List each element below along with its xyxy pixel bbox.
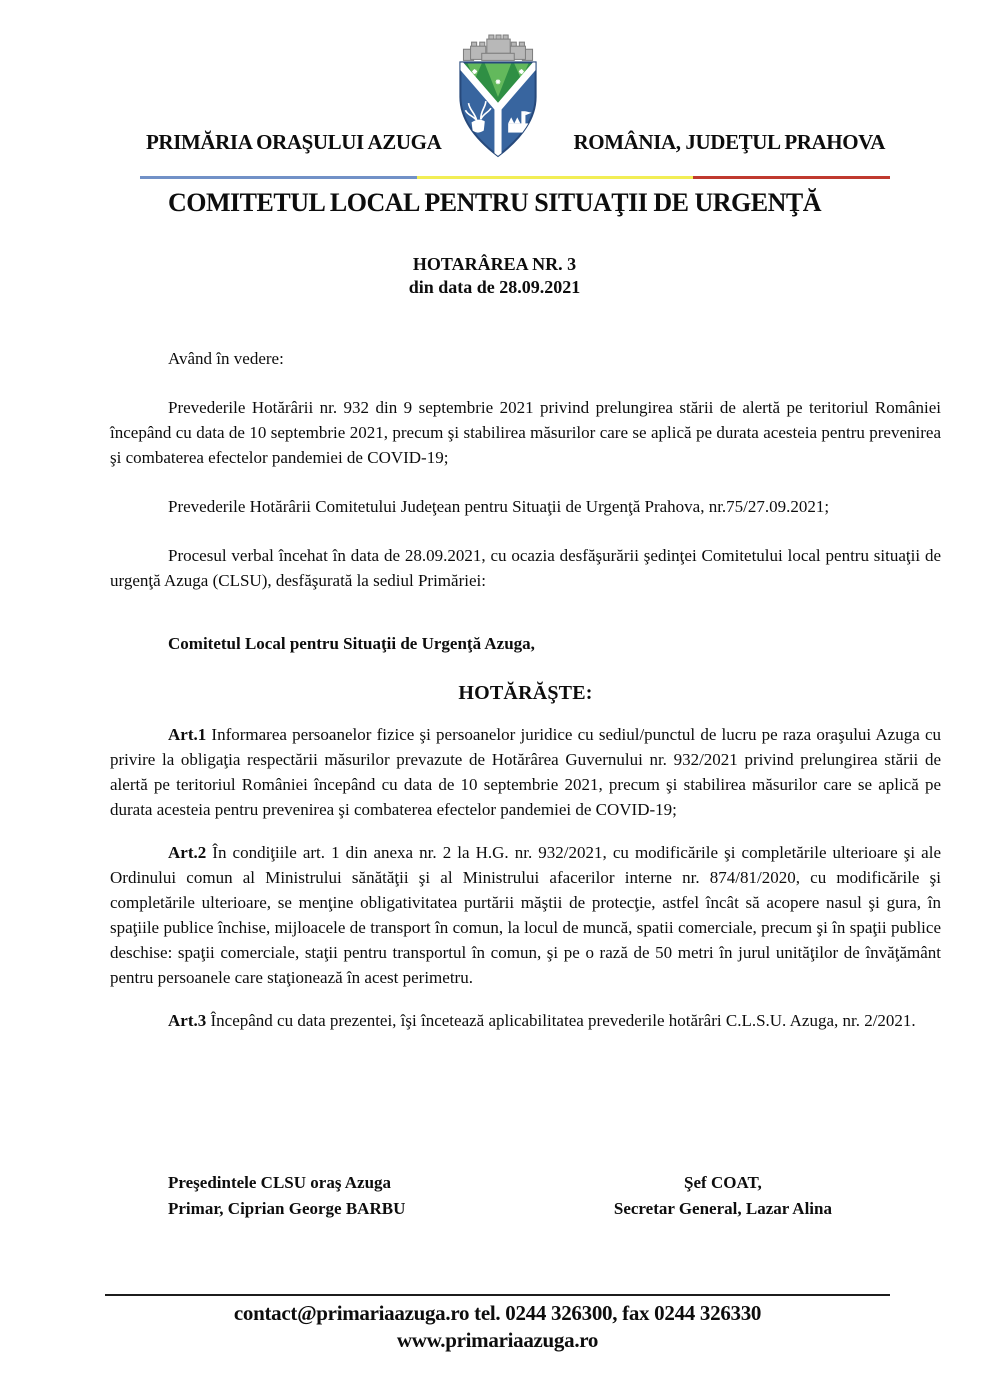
footer-website: www.primariaazuga.ro xyxy=(396,1328,599,1352)
committee-line: Comitetul Local pentru Situaţii de Urgenţă Azuga, xyxy=(168,634,535,653)
president-name: Primar, Ciprian George BARBU xyxy=(168,1199,406,1218)
intro-label: Având în vedere: xyxy=(168,349,284,368)
decides-heading: HOTĂRĂŞTE: xyxy=(458,682,593,704)
flag-red-segment xyxy=(693,176,890,179)
article-3 xyxy=(110,1008,941,1033)
signature-block xyxy=(110,1170,940,1222)
decision-number: HOTARÂREA NR. 3 xyxy=(412,254,577,274)
president-title: Preşedintele CLSU oraş Azuga xyxy=(168,1173,392,1192)
signature-president xyxy=(168,1170,405,1222)
recital-paragraph: Procesul verbal încehat în data de 28.09.2021, cu ocazia desfăşurării şedinţei Comitetului local pentru situaţii de urgenţă Azuga (CLSU), desfăşurată la sediul Primăriei: xyxy=(110,546,941,590)
article-1-label: Art.1 xyxy=(168,725,207,744)
page-footer xyxy=(105,1294,890,1353)
flag-yellow-segment xyxy=(417,176,693,179)
flag-blue-segment xyxy=(140,176,417,179)
secretary-name: Secretar General, Lazar Alina xyxy=(613,1199,832,1218)
article-2 xyxy=(110,840,941,990)
article-3-text: Începând cu data prezentei, îşi încetează aplicabilitatea prevederile hotărâri C.L.S.U. Azuga, nr. 2/2021. xyxy=(206,1011,916,1030)
document-body xyxy=(110,346,941,1033)
county-name: ROMÂNIA, JUDEŢUL PRAHOVA xyxy=(573,130,885,154)
committee-title: COMITETUL LOCAL PENTRU SITUAŢII DE URGENŢĂ xyxy=(168,188,821,217)
recital-paragraph: Prevederile Hotărârii nr. 932 din 9 septembrie 2021 privind prelungirea stării de alertă pe teritoriul României începând cu data de 10 septembrie 2021, precum şi stabilirea măsurilor care se aplică pe durata acesteia pentru prevenirea şi combaterea efectelor pandemiei de COVID-19; xyxy=(110,398,941,467)
article-2-text: În condiţiile art. 1 din anexa nr. 2 la H.G. nr. 932/2021, cu modificările şi completările ulterioare şi ale Ordinului comun al Ministrului sănătăţii şi al Ministrului afacerilor interne nr. 874/81/2020, cu modificările şi completările ulterioare, se menţine obligativitatea purtării măştii de protecţie, astfel încât să acopere nasul şi gura, în spaţiile publice închise, mijloacele de transport în comun, la locul de muncă, spatii comerciale, precum şi în spaţii publice deschise: spaţii comerciale, staţii pentru transportul în comun, şi pe o rază de 50 metri în jurul unităţilor de învăţământ pentru persoanele care staţionează în acest perimetru. xyxy=(110,843,941,987)
article-1 xyxy=(110,722,941,822)
decision-heading xyxy=(0,253,989,299)
romanian-flag-rule xyxy=(140,176,890,179)
article-1-text: Informarea persoanelor fizice şi persoanelor juridice cu sediul/punctul de lucru pe raza oraşului Azuga cu privire la obligaţia respectării măsurilor prevazute de Hotărârea Guvernului nr. 932/2021 privind prelungirea stării de alertă pe teritoriul României începând cu data de 10 septembrie 2021, precum şi stabilirea măsurilor care se aplică pe durata acesteia pentru prevenirea şi combaterea efectelor pandemiei de COVID-19; xyxy=(110,725,941,819)
article-3-label: Art.3 xyxy=(168,1011,207,1030)
signature-secretary xyxy=(614,1170,832,1222)
recital-paragraph: Prevederile Hotărârii Comitetului Judeţean pentru Situaţii de Urgenţă Prahova, nr.75/27.09.2021; xyxy=(168,497,830,516)
footer-contact: contact@primariaazuga.ro tel. 0244 326300, fax 0244 326330 xyxy=(233,1301,762,1325)
azuga-coat-of-arms-icon xyxy=(452,34,544,160)
municipality-name: PRIMĂRIA ORAŞULUI AZUGA xyxy=(146,130,442,154)
article-2-label: Art.2 xyxy=(168,843,207,862)
decision-date: din data de 28.09.2021 xyxy=(408,277,581,297)
secretary-title: Şef COAT, xyxy=(684,1173,762,1192)
